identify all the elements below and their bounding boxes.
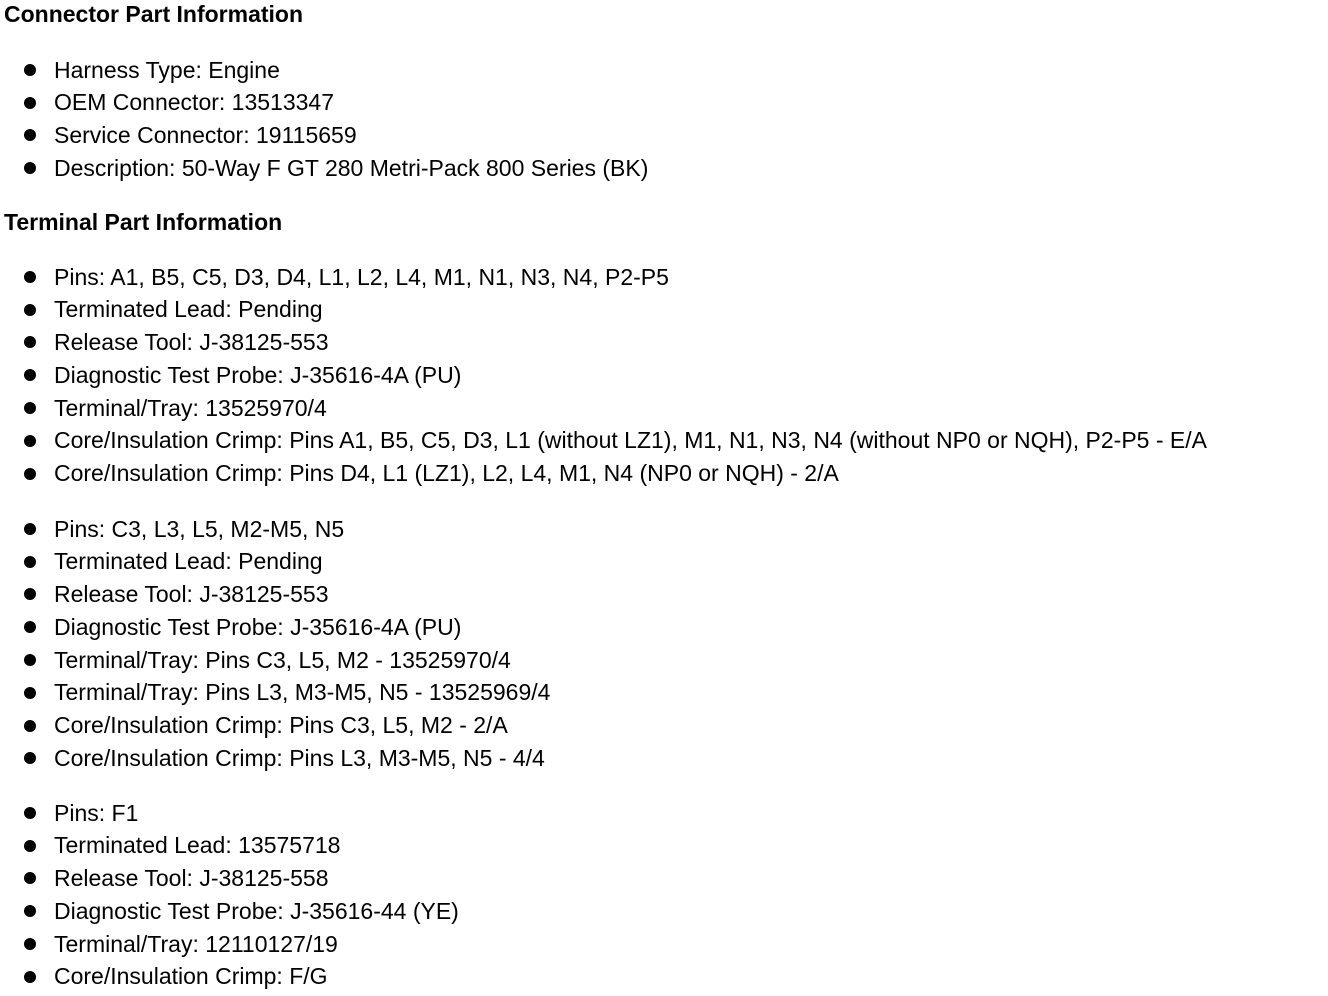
list-item-text: Terminal/Tray: 13525970/4 — [54, 394, 327, 421]
bullet-icon — [24, 304, 36, 316]
bullet-icon — [24, 129, 36, 141]
bullet-icon — [24, 556, 36, 568]
list-item-text: Terminated Lead: 13575718 — [54, 832, 341, 859]
list-item-text: Terminated Lead: Pending — [54, 548, 323, 575]
list-item-text: Pins: A1, B5, C5, D3, D4, L1, L2, L4, M1, N1, N3, N4, P2-P5 — [54, 263, 669, 290]
list-item-text: Terminated Lead: Pending — [54, 296, 323, 323]
bullet-icon — [24, 840, 36, 852]
list-item-text: Core/Insulation Crimp: Pins D4, L1 (LZ1), L2, L4, M1, N4 (NP0 or NQH) - 2/A — [54, 460, 839, 487]
bullet-icon — [24, 435, 36, 447]
list-item-text: Core/Insulation Crimp: Pins C3, L5, M2 - 2/A — [54, 712, 508, 739]
list-item-text: Pins: F1 — [54, 799, 139, 826]
bullet-icon — [24, 336, 36, 348]
bullet-icon — [24, 971, 36, 983]
list-item-text: Terminal/Tray: Pins C3, L5, M2 - 13525970/4 — [54, 646, 511, 673]
bullet-icon — [24, 872, 36, 884]
bullet-icon — [24, 938, 36, 950]
list-item-text: Core/Insulation Crimp: Pins A1, B5, C5, D3, L1 (without LZ1), M1, N1, N3, N4 (without NP0 or NQH), P2-P5 - E/A — [54, 427, 1207, 454]
list-item-text: Release Tool: J-38125-558 — [54, 865, 329, 892]
bullet-icon — [24, 97, 36, 109]
list-item-text: Terminal/Tray: Pins L3, M3-M5, N5 - 13525969/4 — [54, 679, 551, 706]
list-item-text: Harness Type: Engine — [54, 56, 280, 83]
bullet-icon — [24, 369, 36, 381]
bullet-icon — [24, 468, 36, 480]
bullet-icon — [24, 523, 36, 535]
list-item-text: Diagnostic Test Probe: J-35616-44 (YE) — [54, 897, 459, 924]
list-item-text: Service Connector: 19115659 — [54, 122, 357, 149]
connector-section-heading: Connector Part Information — [4, 1, 304, 27]
bullet-icon — [24, 654, 36, 666]
list-item-text: Core/Insulation Crimp: Pins L3, M3-M5, N5 - 4/4 — [54, 745, 545, 772]
bullet-icon — [24, 271, 36, 283]
list-item-text: Diagnostic Test Probe: J-35616-4A (PU) — [54, 613, 462, 640]
bullet-icon — [24, 905, 36, 917]
list-item-text: Pins: C3, L3, L5, M2-M5, N5 — [54, 515, 345, 542]
bullet-icon — [24, 162, 36, 174]
bullet-icon — [24, 588, 36, 600]
list-item-text: Core/Insulation Crimp: F/G — [54, 963, 328, 990]
bullet-icon — [24, 402, 36, 414]
list-item-text: Terminal/Tray: 12110127/19 — [54, 930, 338, 957]
list-item-text: OEM Connector: 13513347 — [54, 89, 335, 116]
bullet-icon — [24, 720, 36, 732]
terminal-section-heading: Terminal Part Information — [4, 209, 283, 235]
bullet-icon — [24, 807, 36, 819]
bullet-icon — [24, 687, 36, 699]
list-item-text: Release Tool: J-38125-553 — [54, 581, 329, 608]
list-item-text: Diagnostic Test Probe: J-35616-4A (PU) — [54, 361, 462, 388]
bullet-icon — [24, 64, 36, 76]
list-item-text: Description: 50-Way F GT 280 Metri-Pack 800 Series (BK) — [54, 154, 649, 181]
bullet-icon — [24, 621, 36, 633]
bullet-icon — [24, 752, 36, 764]
list-item-text: Release Tool: J-38125-553 — [54, 329, 329, 356]
